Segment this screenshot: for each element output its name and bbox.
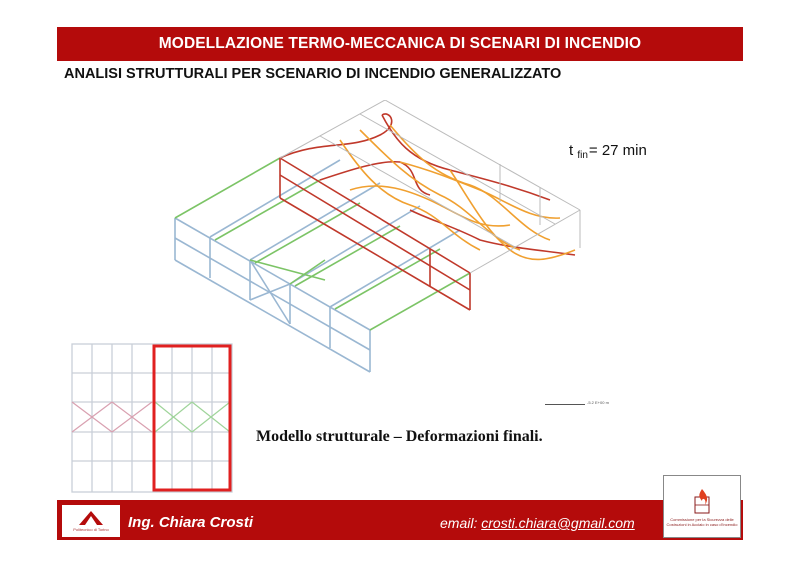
figure-caption: Modello strutturale – Deformazioni finali.: [256, 428, 543, 445]
slide-title: MODELLAZIONE TERMO-MECCANICA DI SCENARI DI INCENDIO: [158, 35, 642, 52]
scale-bar-label: -5.2 E+00 m: [587, 400, 609, 405]
politecnico-logo: Politecnico di Torino: [62, 505, 120, 537]
author-name: Ing. Chiara Crosti: [128, 514, 254, 531]
email-link[interactable]: crosti.chiara@gmail.com: [481, 515, 635, 531]
final-time-label: t $_{fin}$= 27 min: [569, 142, 647, 161]
scale-bar: [545, 400, 615, 408]
flame-building-icon: [687, 487, 717, 515]
politecnico-logo-icon: [76, 510, 106, 526]
commission-logo: Commissione per la Sicurezza delle Costruzioni in Acciaio in caso d'Incendio: [663, 475, 741, 538]
title-bar: [57, 27, 743, 61]
scale-bar-line: [545, 404, 585, 405]
structural-plan-view: [70, 340, 236, 496]
contact-email: email: crosti.chiara@gmail.com: [440, 515, 635, 531]
slide-subtitle: ANALISI STRUTTURALI PER SCENARIO DI INCENDIO GENERALIZZATO: [64, 66, 562, 82]
